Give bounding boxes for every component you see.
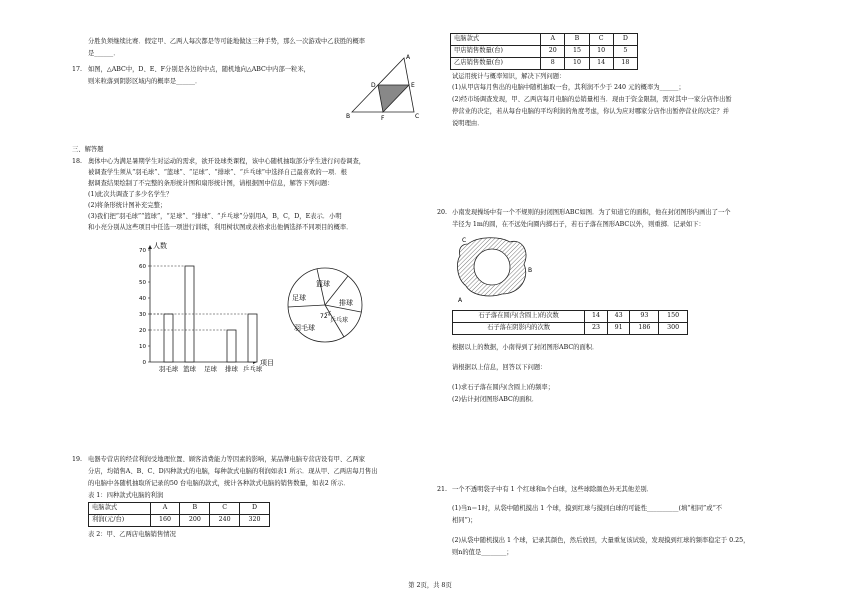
q17-line1: 如图，△ABC中，D、E、F分别是各边的中点，随机地向△ABC中内部一粒米，	[88, 66, 310, 73]
table-cell: 石子落在圆内(含圆上)的次数	[453, 311, 585, 323]
table-row	[451, 34, 638, 46]
table-cell: 160	[150, 515, 180, 527]
q19-tail-2: (1)从甲店每月售出的电脑中随机抽取一台，其利润不少于 240 元的概率为______；	[452, 84, 685, 91]
q18-sub3-line2: 和小亮分别从这些项目中任选一项进行训练，利用树状图或表格求出他俩选择不同项目的概率．	[88, 224, 353, 231]
vertex-D: D	[371, 82, 376, 89]
table-cell: 300	[659, 323, 688, 335]
q16-line1: 分胜负须继续比赛．假定甲、乙两人每次都是等可能地做这三种手势，那么一次游戏中乙获胜的概率	[88, 38, 366, 45]
table-cell: 利润(元/台)	[89, 515, 151, 527]
table-cell: C	[210, 503, 240, 515]
q21-number: 21.	[437, 486, 448, 493]
pie-label-volleyball: 排球	[339, 299, 353, 307]
table-cell: 甲店销售数量(台)	[451, 46, 541, 58]
q19-line3: 的电脑中各随机抽取所记录的50 台电脑的款式，统计各种款式电脑的销售数量，如表2 所示．	[88, 480, 350, 487]
table-cell: 5	[613, 46, 637, 58]
table-cell: 20	[541, 46, 565, 58]
y-axis-arrow	[148, 245, 152, 249]
y-tick-label: 30	[139, 312, 146, 318]
stone-table	[452, 310, 688, 335]
table-cell: 10	[565, 58, 589, 70]
y-tick-label: 60	[139, 264, 146, 270]
y-tick-label: 70	[139, 248, 146, 254]
table-cell: 91	[607, 323, 630, 335]
y-tick-label: 0	[142, 360, 146, 366]
shape-label-A: A	[458, 297, 463, 304]
q18-line2: 被调查学生须从“羽毛球”、“篮球”、“足球”、“排球”、“乒乓球”中选择自己最喜欢的一项．根	[88, 169, 347, 176]
bar	[248, 314, 257, 362]
table-cell: 240	[210, 515, 240, 527]
q17-number: 17.	[72, 66, 83, 73]
table-cell: 320	[240, 515, 270, 527]
page-footer: 第 2页，共 8页	[408, 582, 452, 589]
vertex-B: B	[346, 113, 351, 120]
x-category-label: 乒乓球	[242, 365, 263, 373]
table-cell: 14	[585, 311, 608, 323]
table-row	[453, 323, 688, 335]
q19-number: 19.	[72, 456, 83, 463]
sales-table	[450, 33, 638, 70]
x-category-label: 篮球	[183, 365, 196, 373]
q20-number: 20.	[437, 209, 448, 216]
q21-line1: 一个不透明袋子中有 1 个红球和n个白球，这些球除颜色外无其他差别．	[452, 486, 653, 493]
y-axis-label: 人数	[153, 242, 167, 250]
q18-sub2: (2)将条形统计图补充完整；	[88, 202, 167, 209]
table-cell: 石子落在阴影内的次数	[453, 323, 585, 335]
table-cell: 10	[589, 46, 613, 58]
table-cell: 乙店销售数量(台)	[451, 58, 541, 70]
pie-angle-annotation: 72°	[320, 313, 331, 320]
pie-label-pingpong: 乒乓球	[330, 317, 349, 324]
q17-line2: 则米粒落到阴影区域内的概率是______．	[88, 78, 202, 85]
table-cell: 8	[541, 58, 565, 70]
q20-after1: 根据以上的数据，小南得到了封闭图形ABC的面积．	[452, 344, 599, 351]
q20-shape-figure	[450, 232, 540, 304]
pie-label-badminton: 羽毛球	[294, 324, 315, 332]
table-cell: 150	[659, 311, 688, 323]
table-cell: 14	[589, 58, 613, 70]
table-cell: 18	[613, 58, 637, 70]
shape-label-C: C	[462, 237, 467, 244]
x-axis-label: 项目	[260, 359, 274, 367]
bar	[227, 330, 236, 362]
table-row	[451, 46, 638, 58]
q21-sub2-line2: 则n的值是________；	[452, 549, 513, 556]
q18-sub1: (1)此次共调查了多少名学生？	[88, 191, 173, 198]
table-cell: 15	[565, 46, 589, 58]
table-cell: 93	[630, 311, 659, 323]
x-category-label: 足球	[204, 365, 217, 373]
table-cell: D	[613, 34, 637, 46]
table-cell: A	[541, 34, 565, 46]
table-cell: 200	[180, 515, 210, 527]
table-cell: B	[565, 34, 589, 46]
shape-label-B: B	[528, 267, 533, 274]
q19-line2: 分店，均销售A、B、C、D四种款式的电脑，每种款式电脑的利润如表1 所示．现从甲、乙两店每月售出	[88, 468, 378, 475]
table-cell: C	[589, 34, 613, 46]
q20-sub1: (1)求石子落在圆内(含圆上)的频率；	[452, 384, 554, 391]
table-cell: D	[240, 503, 270, 515]
q17-triangle-figure	[338, 50, 422, 122]
table-cell: A	[150, 503, 180, 515]
pie-chart	[280, 260, 370, 350]
table-row	[451, 58, 638, 70]
q19-line1: 电器专营店的经营利润受地理位置、顾客消费能力等因素的影响，某品牌电脑专营店设有甲、乙两家	[88, 456, 366, 463]
q16-line2: 是______．	[88, 50, 120, 57]
y-tick-label: 10	[139, 344, 146, 350]
x-category-label: 羽毛球	[158, 365, 179, 373]
table1-caption: 表 1：四种款式电脑的利润	[88, 492, 164, 499]
q20-sub2: (2)估计封闭图形ABC的面积．	[452, 396, 538, 403]
q21-sub1-line1: (1)当n＝1时，从袋中随机摸出 1 个球，摸到红球与摸到白球的可能性__________(填“相同”或“不	[452, 505, 723, 512]
q20-line1: 小南发现操场中有一个不规则的封闭图形ABC如图．为了知道它的面积，他在封闭图形内画出了一个	[452, 209, 731, 216]
q19-tail-3: (2)经市场调查发现，甲、乙两店每月电脑的总销量相当．现由于资金限制，需对其中一家分店作出暂	[452, 96, 732, 103]
vertex-A: A	[406, 54, 411, 61]
x-category-label: 排球	[225, 365, 238, 373]
table-cell: 43	[607, 311, 630, 323]
vertex-F: F	[381, 115, 385, 122]
y-tick-label: 20	[139, 328, 146, 334]
table-row	[89, 515, 270, 527]
q18-number: 18.	[72, 158, 83, 165]
q18-sub3-line1: (3)我们把“羽毛球”“篮球”，“足球”、“排球”、“乒乓球”分别用A，B，C，D，E表示．小明	[88, 213, 342, 220]
pie-label-basketball: 篮球	[316, 280, 330, 288]
bar-chart	[130, 232, 290, 374]
q19-tail-1: 试运用统计与概率知识，解决下列问题：	[452, 73, 566, 80]
q20-line2: 半径为 1m的圆，在不远处向圈内掷石子，若石子落在图形ABC以外，则重掷．记录如下：	[452, 221, 705, 228]
pie-label-football: 足球	[292, 294, 306, 302]
profit-table	[88, 502, 270, 527]
q19-tail-4: 停营业的决定，若从每台电脑的平均利润的角度考虑，你认为应对哪家分店作出暂停营业的决定？并	[452, 108, 730, 115]
y-tick-label: 40	[139, 296, 146, 302]
section-title: 三、解答题	[72, 146, 104, 153]
q19-tail-5: 说明理由．	[452, 120, 484, 127]
q20-after2: 请根据以上信息，回答以下问题：	[452, 364, 547, 371]
vertex-C: C	[415, 113, 420, 120]
q18-line1: 奥体中心为满足暑期学生对运动的需求，欲开设球类课程，该中心随机抽取部分学生进行问卷调查，	[88, 158, 366, 165]
q21-sub2-line1: (2)从袋中随机摸出 1 个球，记录其颜色，然后放回，大量重复该试验，发现摸到红球的频率稳定于 0.25，	[452, 537, 750, 544]
table2-caption: 表 2：甲、乙两店电脑销售情况	[88, 531, 176, 538]
table-cell: 23	[585, 323, 608, 335]
y-tick-label: 50	[139, 280, 146, 286]
table-row	[453, 311, 688, 323]
table-cell: B	[180, 503, 210, 515]
bar	[164, 314, 173, 362]
vertex-E: E	[411, 82, 415, 89]
q18-line3: 据调查结果绘制了不完整的条形统计图和扇形统计图，请根据图中信息，解答下列问题：	[88, 180, 334, 187]
table-cell: 电脑款式	[89, 503, 151, 515]
table-row	[89, 503, 270, 515]
table-cell: 电脑款式	[451, 34, 541, 46]
table-cell: 186	[630, 323, 659, 335]
q21-sub1-line2: 相同”)；	[452, 517, 477, 524]
